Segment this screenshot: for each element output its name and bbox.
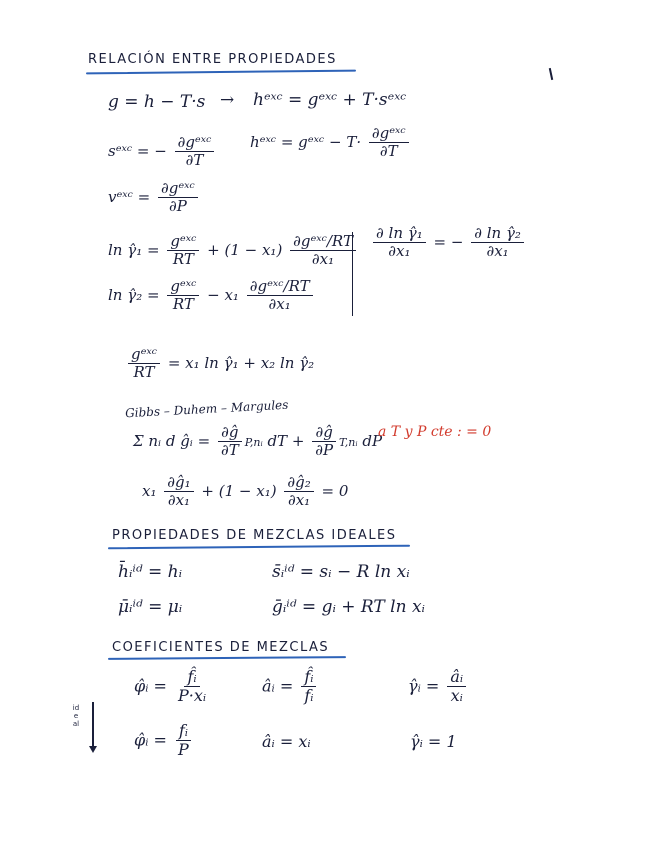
eq-mu-ideal: μ̄ᵢⁱᵈ = μᵢ [118,597,183,617]
arrow: → [220,90,235,110]
note-red-constant: a T y P cte : = 0 [378,424,492,440]
eq-fugacity-coefficient-ideal: φ̂ᵢ = $\frac{\text{fᵢ}}{P}$ [134,722,195,760]
eq-activity-coefficient: γ̂ᵢ = $\frac{\text{âᵢ}}{\text{xᵢ}}$ [408,668,469,706]
eq-h-excess: hᵉˣᶜ = gᵉˣᶜ + T·sᵉˣᶜ [253,90,407,110]
brace [352,232,363,316]
section-underline [108,656,346,660]
eq-g-definition: g = h − T·s [108,92,206,112]
eq-s-ideal: s̄ᵢⁱᵈ = sᵢ − R ln xᵢ [272,562,410,582]
eq-x1-gibbs-duhem: x₁ $\frac{\text{∂ĝ₁}}{\text{∂x₁}}$ + (1 − x₁) $\frac{\text{∂ĝ₂}}{\text{∂x₁}}$ = 0 [142,473,349,510]
eq-activity-ideal: âᵢ = xᵢ [262,732,311,751]
eq-fugacity-coefficient: φ̂ᵢ = $\frac{\text{f̂ᵢ}}{\text{P·xᵢ}}$ [134,667,207,706]
side-arrow-head [89,746,97,753]
eq-g-ideal: ḡᵢⁱᵈ = gᵢ + RT ln xᵢ [272,597,425,617]
section-title-relacion: RELACIÓN ENTRE PROPIEDADES [88,52,337,67]
eq-gexc-over-rt: $\frac{\text{gᵉˣᶜ}}{RT}$ = x₁ ln γ̂₁ + x₂ ln γ̂₂ [125,346,314,382]
eq-h-excess-derivative: hᵉˣᶜ = gᵉˣᶜ − T· $\frac{\text{∂gᵉˣᶜ}}{\partial T}$ [250,125,412,161]
side-arrow-shaft [92,702,94,748]
eq-h-ideal: h̄ᵢⁱᵈ = hᵢ [118,562,183,582]
eq-ln-gamma-2: ln γ̂₂ = $\frac{\text{gᵉˣᶜ}}{RT}$ − x₁ $\frac{\text{∂gᵉˣᶜ/RT}}{\text{∂x₁}}$ [108,278,316,314]
section-title-mezclas-ideales: PROPIEDADES DE MEZCLAS IDEALES [112,528,397,543]
section-underline [108,545,410,550]
stray-mark [549,68,553,80]
section-underline [86,70,356,75]
side-label-ideal: ideal [72,704,80,728]
eq-v-excess: vᵉˣᶜ = $\frac{\text{∂gᵉˣᶜ}}{\partial P}$ [108,180,201,216]
eq-activity: âᵢ = $\frac{\text{f̂ᵢ}}{\text{fᵢ}}$ [262,668,319,706]
eq-s-excess: sᵉˣᶜ = − $\frac{\text{∂gᵉˣᶜ}}{\partial T}$ [108,134,217,170]
eq-activity-coefficient-ideal: γ̂ᵢ = 1 [410,732,457,751]
eq-ln-gamma-1: ln γ̂₁ = $\frac{\text{gᵉˣᶜ}}{RT}$ + (1 − x₁) $\frac{\text{∂gᵉˣᶜ/RT}}{\text{∂x₁}}$ [108,233,359,269]
eq-gdm: Σ nᵢ d ĝᵢ = $\frac{\partial ĝ}{\partial T}$ P,nᵢ dT + $\frac{\partial ĝ}{\partial P}$ T,nᵢ dP [133,423,383,460]
section-title-coeficientes: COEFICIENTES DE MEZCLAS [112,640,330,655]
gdm-title: Gibbs – Duhem – Margules [124,397,289,421]
eq-gibbs-duhem-gamma: $\frac{\text{∂ ln γ̂₁}}{\text{∂x₁}}$ = − $\frac{\text{∂ ln γ̂₂}}{\text{∂x₁}}$ [370,225,527,261]
